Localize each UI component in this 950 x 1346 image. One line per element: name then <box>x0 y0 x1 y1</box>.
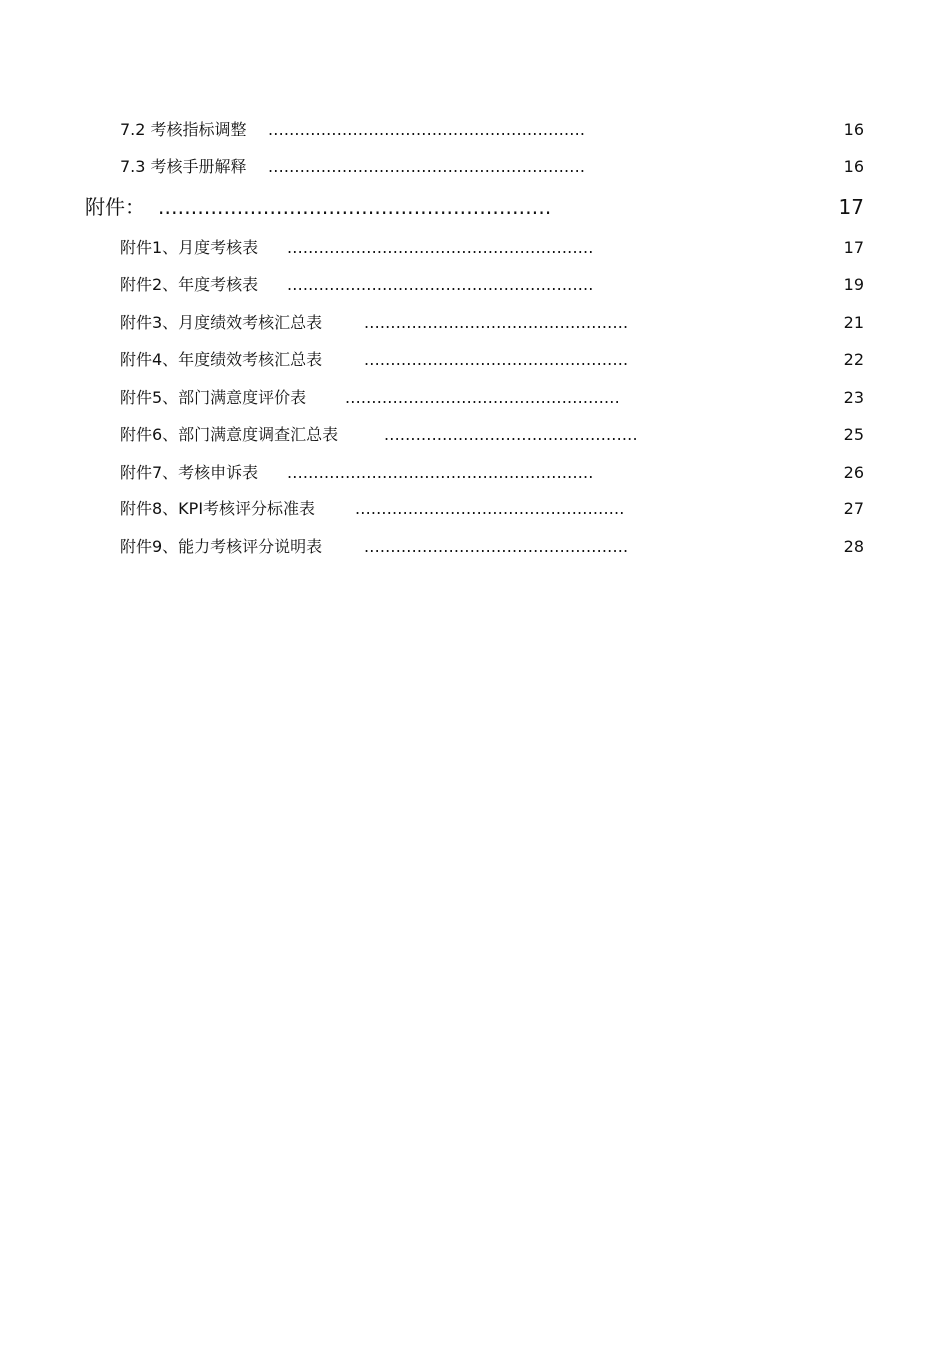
toc-entry-title: 附件8、KPI考核评分标准表 <box>120 499 316 518</box>
toc-leader-dots: .................................................... <box>345 388 620 407</box>
toc-entry-title: 附件7、考核申诉表 <box>120 463 259 482</box>
toc-leader-dots: ............................................................ <box>158 195 552 219</box>
toc-entry[interactable] <box>0 535 950 559</box>
toc-page-number: 25 <box>843 425 864 444</box>
toc-entry[interactable] <box>0 236 950 260</box>
toc-entry-title: 附件2、年度考核表 <box>120 275 259 294</box>
toc-page-number: 27 <box>843 499 864 518</box>
toc-entry[interactable] <box>0 461 950 485</box>
toc-page-number: 17 <box>838 195 864 219</box>
toc-leader-dots: .................................................. <box>364 537 629 556</box>
toc-page-number: 19 <box>843 275 864 294</box>
toc-page-number: 23 <box>843 388 864 407</box>
toc-entry-title: 附件5、部门满意度评价表 <box>120 388 307 407</box>
toc-leader-dots: .......................................................... <box>287 275 594 294</box>
toc-entry[interactable] <box>0 118 950 142</box>
toc-leader-dots: ................................................ <box>384 425 638 444</box>
toc-page-number: 28 <box>843 537 864 556</box>
toc-page-number: 26 <box>843 463 864 482</box>
toc-entry-title: 附件4、年度绩效考核汇总表 <box>120 350 323 369</box>
toc-entry[interactable] <box>0 311 950 335</box>
toc-leader-dots: .......................................................... <box>287 463 594 482</box>
toc-entry[interactable] <box>0 348 950 372</box>
toc-leader-dots: ................................................... <box>355 499 625 518</box>
toc-leader-dots: .......................................................... <box>287 238 594 257</box>
toc-page-number: 16 <box>843 120 864 139</box>
toc-entry-title: 附件3、月度绩效考核汇总表 <box>120 313 323 332</box>
toc-leader-dots: ............................................................ <box>268 120 586 139</box>
toc-leader-dots: .................................................. <box>364 313 629 332</box>
toc-page-number: 22 <box>843 350 864 369</box>
toc-entry-title: 附件： <box>85 195 145 219</box>
toc-leader-dots: ............................................................ <box>268 157 586 176</box>
toc-entry[interactable] <box>0 195 950 219</box>
toc-page-number: 21 <box>843 313 864 332</box>
toc-entry-title: 附件1、月度考核表 <box>120 238 259 257</box>
toc-entry[interactable] <box>0 155 950 179</box>
toc-page-number: 16 <box>843 157 864 176</box>
toc-entry-title: 7.2 考核指标调整 <box>120 120 247 139</box>
toc-entry-title: 7.3 考核手册解释 <box>120 157 247 176</box>
toc-entry[interactable] <box>0 386 950 410</box>
toc-page-number: 17 <box>843 238 864 257</box>
toc-entry[interactable] <box>0 423 950 447</box>
toc-leader-dots: .................................................. <box>364 350 629 369</box>
toc-entry[interactable] <box>0 497 950 521</box>
toc-entry-title: 附件9、能力考核评分说明表 <box>120 537 323 556</box>
toc-entry[interactable] <box>0 273 950 297</box>
toc-entry-title: 附件6、部门满意度调查汇总表 <box>120 425 339 444</box>
